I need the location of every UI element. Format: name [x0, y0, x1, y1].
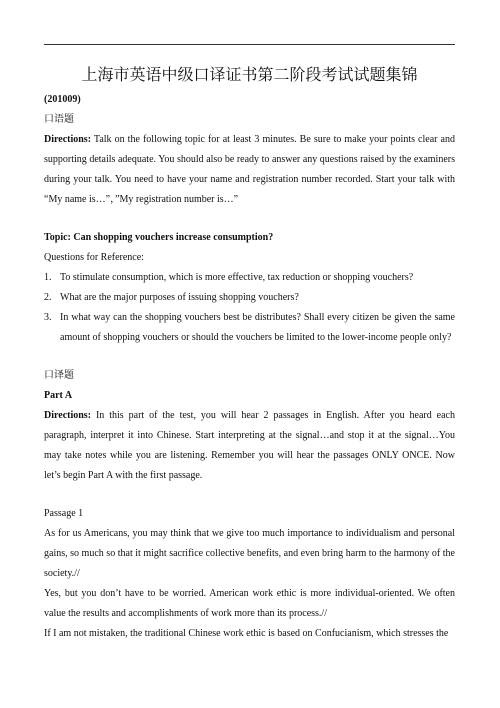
questions-list: [44, 268, 455, 348]
document-page: [44, 58, 455, 644]
question-number: 2.: [44, 292, 52, 303]
interpreting-section-heading: 口译题: [44, 370, 74, 381]
question-number: 1.: [44, 272, 52, 283]
directions-text: Talk on the following topic for at least 3 minutes. Be sure to make your points clear and supporting details adequate. You should also be ready to answer any questions raised by the examiners during your talk. You need to have your name and registration number recorded. Start your talk with “My name is…”，”My registration number is…”: [44, 134, 455, 205]
directions-text: In this part of the test, you will hear 2 passages in English. After you heard each paragraph, interpret it into Chinese. Start interpreting at the signal…and stop it at the signal…You may take notes while you are listening. Remember you will hear the passages ONLY ONCE. Now let’s begin Part A with the first passage.: [44, 410, 455, 481]
passage-label: Passage 1: [44, 508, 84, 519]
document-title: 上海市英语中级口译证书第二阶段考试试题集锦: [81, 65, 418, 84]
list-item: [44, 288, 455, 308]
passage-paragraph: Yes, but you don’t have to be worried. American work ethic is more individual-oriented. We often value the results and accomplishments of work more than its process.//: [44, 588, 455, 619]
question-number: 3.: [44, 312, 52, 323]
directions-label: Directions:: [44, 410, 92, 421]
part-heading: Part A: [44, 390, 73, 401]
speaking-section-heading: 口语题: [44, 114, 74, 125]
question-text: What are the major purposes of issuing shopping vouchers?: [60, 292, 299, 303]
passage-paragraph: As for us Americans, you may think that we give too much importance to individualism and personal gains, so much so that it might sacrifice collective benefits, and even bring harm to the harmony of the society.//: [44, 528, 455, 579]
questions-label: Questions for Reference:: [44, 252, 144, 263]
question-text: To stimulate consumption, which is more effective, tax reduction or shopping vouchers?: [60, 272, 414, 283]
passage-paragraph: If I am not mistaken, the traditional Chinese work ethic is based on Confucianism, which stresses the: [44, 628, 449, 639]
speaking-directions: [44, 130, 455, 210]
list-item: [44, 308, 455, 348]
edition-label: (201009): [44, 94, 81, 105]
list-item: [44, 268, 455, 288]
question-text: In what way can the shopping vouchers best be distributes? Shall every citizen be given the same amount of shopping vouchers or should the vouchers be limited to the lower-income people only?: [60, 312, 455, 343]
topic-heading: Topic: Can shopping vouchers increase consumption?: [44, 232, 274, 243]
directions-label: Directions:: [44, 134, 92, 145]
header-rule: [44, 44, 455, 45]
interpreting-directions: [44, 406, 455, 486]
